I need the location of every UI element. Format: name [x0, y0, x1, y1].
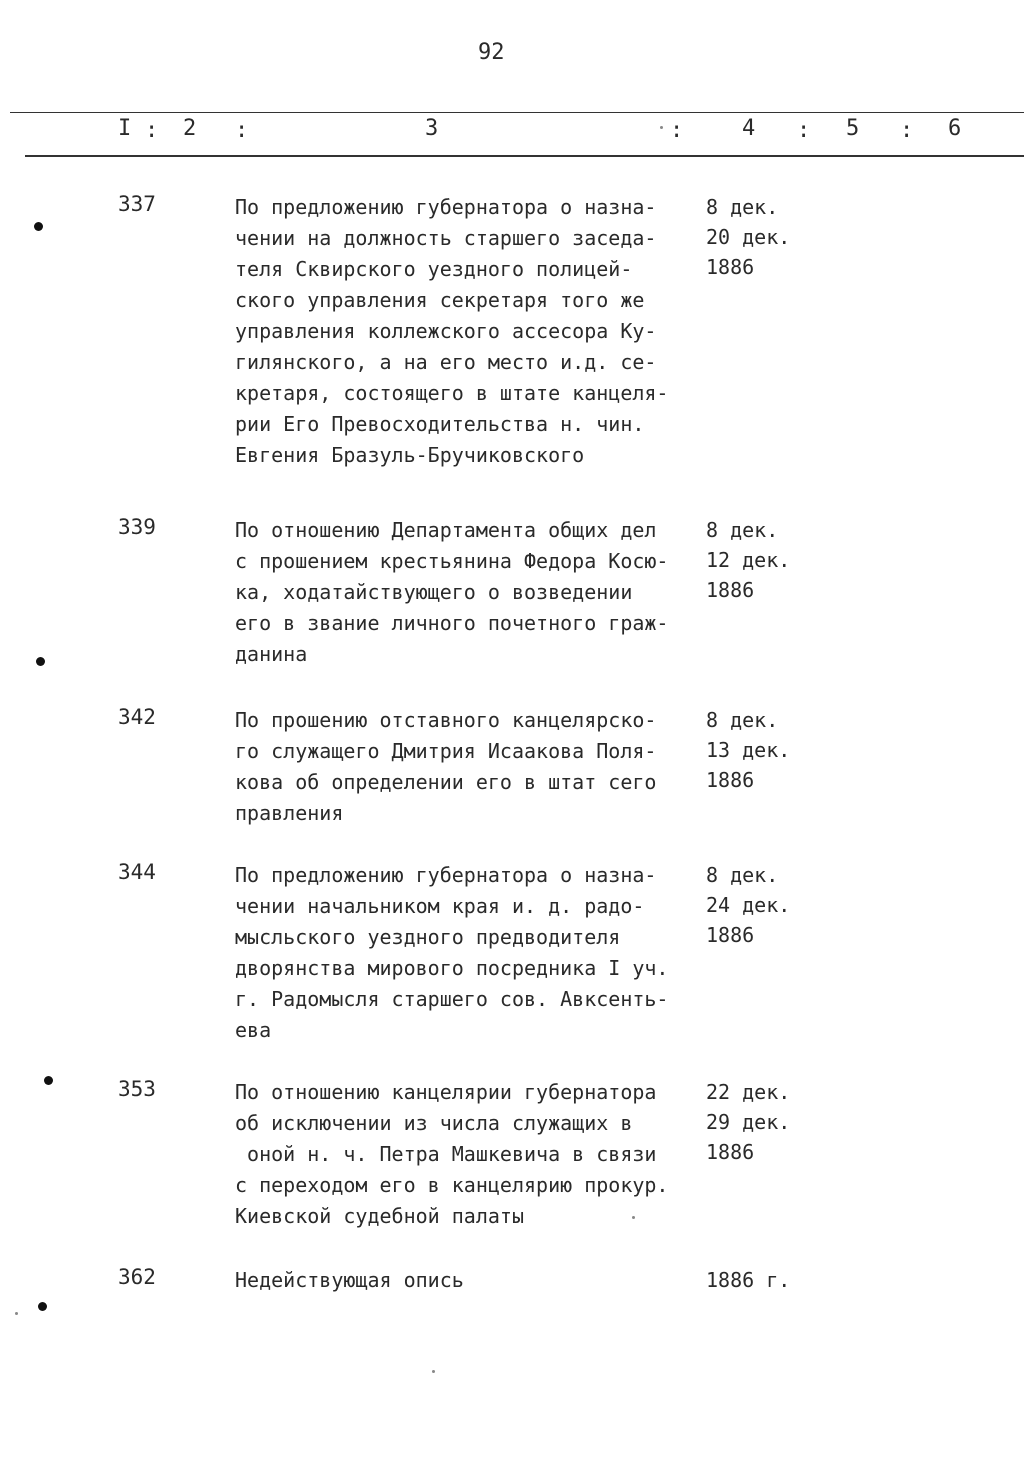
entry-title-line: чении на должность старшего заседа- — [235, 226, 657, 250]
binder-hole-mark — [36, 657, 45, 666]
entry-title — [235, 860, 705, 1046]
entry-number: 344 — [118, 860, 156, 884]
paper-speck — [632, 1216, 635, 1219]
entry-title-line: кова об определении его в штат сего — [235, 770, 657, 794]
paper-speck — [15, 1312, 18, 1315]
binder-hole-mark — [38, 1302, 47, 1311]
entry-title-line: теля Сквирского уездного полицей- — [235, 257, 633, 281]
entry-year: 1886 г. — [706, 1268, 791, 1292]
entry-dates — [706, 1265, 790, 1295]
entry-date-start: 8 дек. — [706, 518, 779, 542]
entry-title-line: об исключении из числа служащих в — [235, 1111, 633, 1135]
paper-speck — [660, 126, 663, 129]
binder-hole-mark — [44, 1076, 53, 1085]
column-separator: : — [235, 118, 249, 143]
entry-number: 362 — [118, 1265, 156, 1289]
entry-date-start: 8 дек. — [706, 195, 779, 219]
column-separator: : — [670, 118, 684, 143]
entry-year: 1886 — [706, 1140, 755, 1164]
entry-title-line: ского управления секретаря того же — [235, 288, 645, 312]
header-top-rule — [10, 112, 1024, 113]
entry-title-line: данина — [235, 642, 308, 666]
entry-title-line: Недействующая опись — [235, 1268, 464, 1292]
column-header-1: I — [118, 116, 132, 141]
entry-title-line: По прошению отставного канцелярско- — [235, 708, 657, 732]
column-separator: : — [145, 118, 159, 143]
entry-title-line: Евгения Бразуль-Бручиковского — [235, 443, 585, 467]
column-header-3: 3 — [425, 116, 439, 141]
column-header-5: 5 — [846, 116, 860, 141]
entry-number: 342 — [118, 705, 156, 729]
entry-date-end: 13 дек. — [706, 738, 791, 762]
entry-title — [235, 192, 705, 471]
entry-title-line: ка, ходатайствующего о возведении — [235, 580, 633, 604]
header-bottom-rule — [25, 155, 1024, 157]
entry-title-line: По отношению канцелярии губернатора — [235, 1080, 657, 1104]
entry-title-line: чении начальником края и. д. радо- — [235, 894, 645, 918]
column-header-6: 6 — [948, 116, 962, 141]
entry-title-line: правления — [235, 801, 344, 825]
entry-title-line: Киевской судебной палаты — [235, 1204, 524, 1228]
entry-dates — [706, 515, 790, 605]
column-header-4: 4 — [742, 116, 756, 141]
entry-title — [235, 1077, 705, 1232]
entry-date-end: 20 дек. — [706, 225, 791, 249]
entry-date-end: 12 дек. — [706, 548, 791, 572]
column-separator: : — [900, 118, 914, 143]
entry-title — [235, 515, 705, 670]
entry-title-line: его в звание личного почетного граж- — [235, 611, 669, 635]
entry-title-line: управления коллежского ассесора Ку- — [235, 319, 657, 343]
entry-title-line: кретаря, состоящего в штате канцеля- — [235, 381, 669, 405]
entry-date-end: 24 дек. — [706, 893, 791, 917]
entry-dates — [706, 705, 790, 795]
entry-dates — [706, 1077, 790, 1167]
entry-date-start: 8 дек. — [706, 863, 779, 887]
entry-year: 1886 — [706, 578, 755, 602]
entry-number: 353 — [118, 1077, 156, 1101]
entry-dates — [706, 860, 790, 950]
entry-dates — [706, 192, 790, 282]
entry-date-end: 29 дек. — [706, 1110, 791, 1134]
entry-title-line: го служащего Дмитрия Исаакова Поля- — [235, 739, 657, 763]
page-number: 92 — [478, 40, 505, 65]
entry-year: 1886 — [706, 923, 755, 947]
column-header-2: 2 — [183, 116, 197, 141]
entry-number: 337 — [118, 192, 156, 216]
entry-title-line: с прошением крестьянина Федора Косю- — [235, 549, 669, 573]
entry-title-line: мысльского уездного предводителя — [235, 925, 621, 949]
entry-date-start: 22 дек. — [706, 1080, 791, 1104]
binder-hole-mark — [34, 222, 43, 231]
entry-title — [235, 705, 705, 829]
paper-speck — [432, 1370, 435, 1373]
entry-title-line: По предложению губернатора о назна- — [235, 863, 657, 887]
entry-title-line: По отношению Департамента общих дел — [235, 518, 657, 542]
entry-title-line: рии Его Превосходительства н. чин. — [235, 412, 645, 436]
entry-year: 1886 — [706, 768, 755, 792]
entry-title-line: ева — [235, 1018, 272, 1042]
entry-title-line: гилянского, а на его место и.д. се- — [235, 350, 657, 374]
entry-date-start: 8 дек. — [706, 708, 779, 732]
entry-year: 1886 — [706, 255, 755, 279]
column-separator: : — [797, 118, 811, 143]
entry-title-line: По предложению губернатора о назна- — [235, 195, 657, 219]
entry-title-line: оной н. ч. Петра Машкевича в связи — [235, 1142, 657, 1166]
entry-title-line: г. Радомысля старшего сов. Авксенть- — [235, 987, 669, 1011]
entry-title — [235, 1265, 705, 1296]
entry-title-line: дворянства мирового посредника I уч. — [235, 956, 669, 980]
entry-title-line: с переходом его в канцелярию прокур. — [235, 1173, 669, 1197]
entry-number: 339 — [118, 515, 156, 539]
